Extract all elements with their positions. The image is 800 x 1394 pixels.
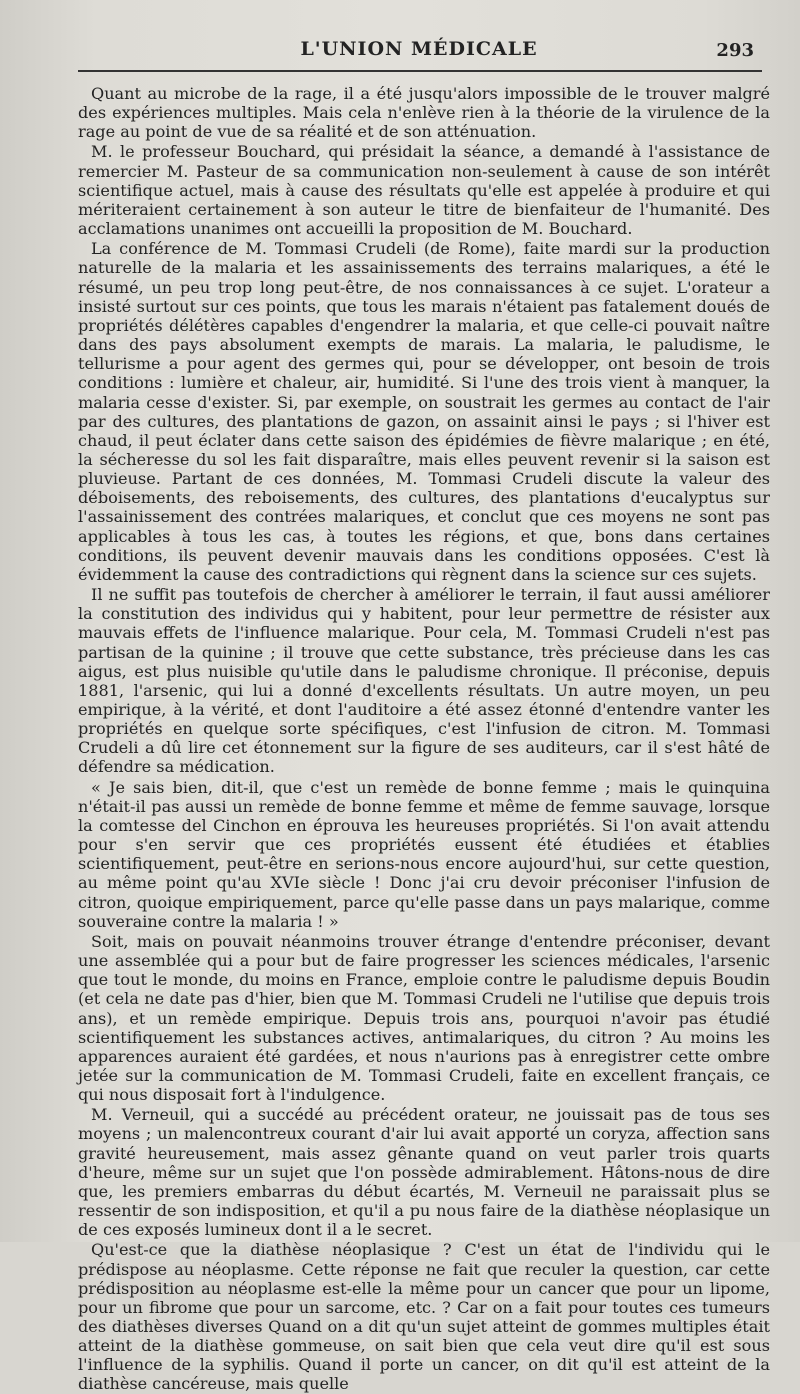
paragraph-diathese-neoplasique: Qu'est-ce que la diathèse néoplasique ? C'est un état de l'individu qui le prédispose au néoplasme. Cette réponse ne fait que reculer la question, car cette prédisposition au néoplasme est-elle la même pour un cancer que pour un lipome, pour un fibrome que pour un sarcome, etc. ? Car on a fait pour toutes ces tumeurs des diathèses diverses Quand on a dit qu'un sujet atteint de gommes multiples était atteint de la diathèse gommeuse, on sait bien que cela veut dire qu'il est sous l'influence de la syphilis. Quand il porte un cancer, on dit qu'il est atteint de la diathèse cancéreuse, mais quelle <box>78 1240 770 1394</box>
paragraph-tommasi-conference: La conférence de M. Tommasi Crudeli (de Rome), faite mardi sur la production naturelle de la malaria et les assainissements des terrains malariques, a été le résumé, un peu trop long peut-être, de nos connaissances à ce sujet. L'orateur a insisté surtout sur ces points, que tous les marais n'étaient pas fatalement doués de propriétés délétères capables d'engendrer la malaria, et que celle-ci pouvait naître dans des pays absolument exempts de marais. La malaria, le paludisme, le tellurisme a pour agent des germes qui, pour se développer, ont besoin de trois conditions : lumière et chaleur, air, humidité. Si l'une des trois vient à manquer, la malaria cesse d'exister. Si, par exemple, on soustrait les germes au contact de l'air par des cultures, des plantations de gazon, on assainit ainsi le pays ; si l'hiver est chaud, il peut éclater dans cette saison des épidémies de fièvre malarique ; en été, la sécheresse du sol les fait disparaître, mais elles peuvent revenir si la saison est pluvieuse. Partant de ces données, M. Tommasi Crudeli discute la valeur des déboisements, des reboisements, des cultures, des plantations d'eucalyptus sur l'assainissement des contrées malariques, et conclut que ces moyens ne sont pas applicables à tous les cas, à toutes les régions, et que, bons dans certaines conditions, ils peuvent devenir mauvais dans les conditions opposées. C'est là évidemment la cause des contradictions qui règnent dans la science sur ces sujets. <box>78 239 770 584</box>
article-body <box>78 84 770 1394</box>
header-rule <box>78 70 762 72</box>
paragraph-verneuil: M. Verneuil, qui a succédé au précédent orateur, ne jouissait pas de tous ses moyens ; un malencontreux courant d'air lui avait apporté un coryza, affection sans gravité heureusement, mais assez gênante quand on veut parler trois quarts d'heure, même sur un sujet que l'on possède admirablement. Hâtons-nous de dire que, les premiers embarras du début écartés, M. Verneuil ne paraissait plus se ressentir de son indisposition, et qu'il a pu nous faire de la diathèse néoplasique un de ces exposés lumineux dont il a le secret. <box>78 1105 770 1240</box>
paragraph-bouchard-thanks: M. le professeur Bouchard, qui présidait la séance, a demandé à l'assistance de remercier M. Pasteur de sa communication non-seulement à cause de son intérêt scientifique actuel, mais à cause des résultats qu'elle est appelée à produire et qui mériteraient certainement à son auteur le titre de bienfaiteur de l'humanité. Des acclamations unanimes ont accueilli la proposition de M. Bouchard. <box>78 142 770 239</box>
paragraph-critique-arsenic: Soit, mais on pouvait néanmoins trouver étrange d'entendre préconiser, devant une assemblée qui a pour but de faire progresser les sciences médicales, l'arsenic que tout le monde, du moins en France, emploie contre le paludisme depuis Boudin (et cela ne date pas d'hier, bien que M. Tommasi Crudeli ne l'utilise que depuis trois ans), et un remède empirique. Depuis trois ans, pourquoi n'avoir pas étudié scientifiquement les substances actives, antimalariques, du citron ? Au moins les apparences auraient été gardées, et nous n'aurions pas à enregistrer cette ombre jetée sur la communication de M. Tommasi Crudeli, faite en excellent français, ce qui nous disposait fort à l'indulgence. <box>78 931 770 1105</box>
page-number: 293 <box>716 40 754 61</box>
paragraph-rabies-microbe: Quant au microbe de la rage, il a été jusqu'alors impossible de le trouver malgré des expériences multiples. Mais cela n'enlève rien à la théorie de la virulence de la rage au point de vue de sa réalité et de son atténuation. <box>78 84 770 142</box>
paragraph-constitution-remedies: Il ne suffit pas toutefois de chercher à améliorer le terrain, il faut aussi améliorer la constitution des individus qui y habitent, pour leur permettre de résister aux mauvais effets de l'influence malarique. Pour cela, M. Tommasi Crudeli n'est pas partisan de la quinine ; il trouve que cette substance, très précieuse dans les cas aigus, est plus nuisible qu'utile dans le paludisme chronique. Il préconise, depuis 1881, l'arsenic, qui lui a donné d'excellents résultats. Un autre moyen, un peu empirique, à la vérité, et dont l'auditoire a été assez étonné d'entendre vanter les propriétés en quelque sorte spécifiques, c'est l'infusion de citron. M. Tommasi Crudeli a dû lire cet étonnement sur la figure de ses auditeurs, car il s'est hâté de défendre sa médication. <box>78 585 770 777</box>
page-header <box>78 38 760 64</box>
running-title: L'UNION MÉDICALE <box>300 38 538 60</box>
paragraph-quote-lemon-infusion: « Je sais bien, dit-il, que c'est un remède de bonne femme ; mais le quinquina n'était-il pas aussi un remède de bonne femme et même de femme sauvage, lorsque la comtesse del Cinchon en éprouva les heureuses propriétés. Si l'on avait attendu pour s'en servir que ces propriétés eussent été étudiées et établies scientifiquement, peut-être en serions-nous encore aujourd'hui, sur cette question, au même point qu'au XVIe siècle ! Donc j'ai cru devoir préconiser l'infusion de citron, quoique empiriquement, parce qu'elle passe dans un pays malarique, comme souveraine contre la malaria ! » <box>78 777 770 931</box>
